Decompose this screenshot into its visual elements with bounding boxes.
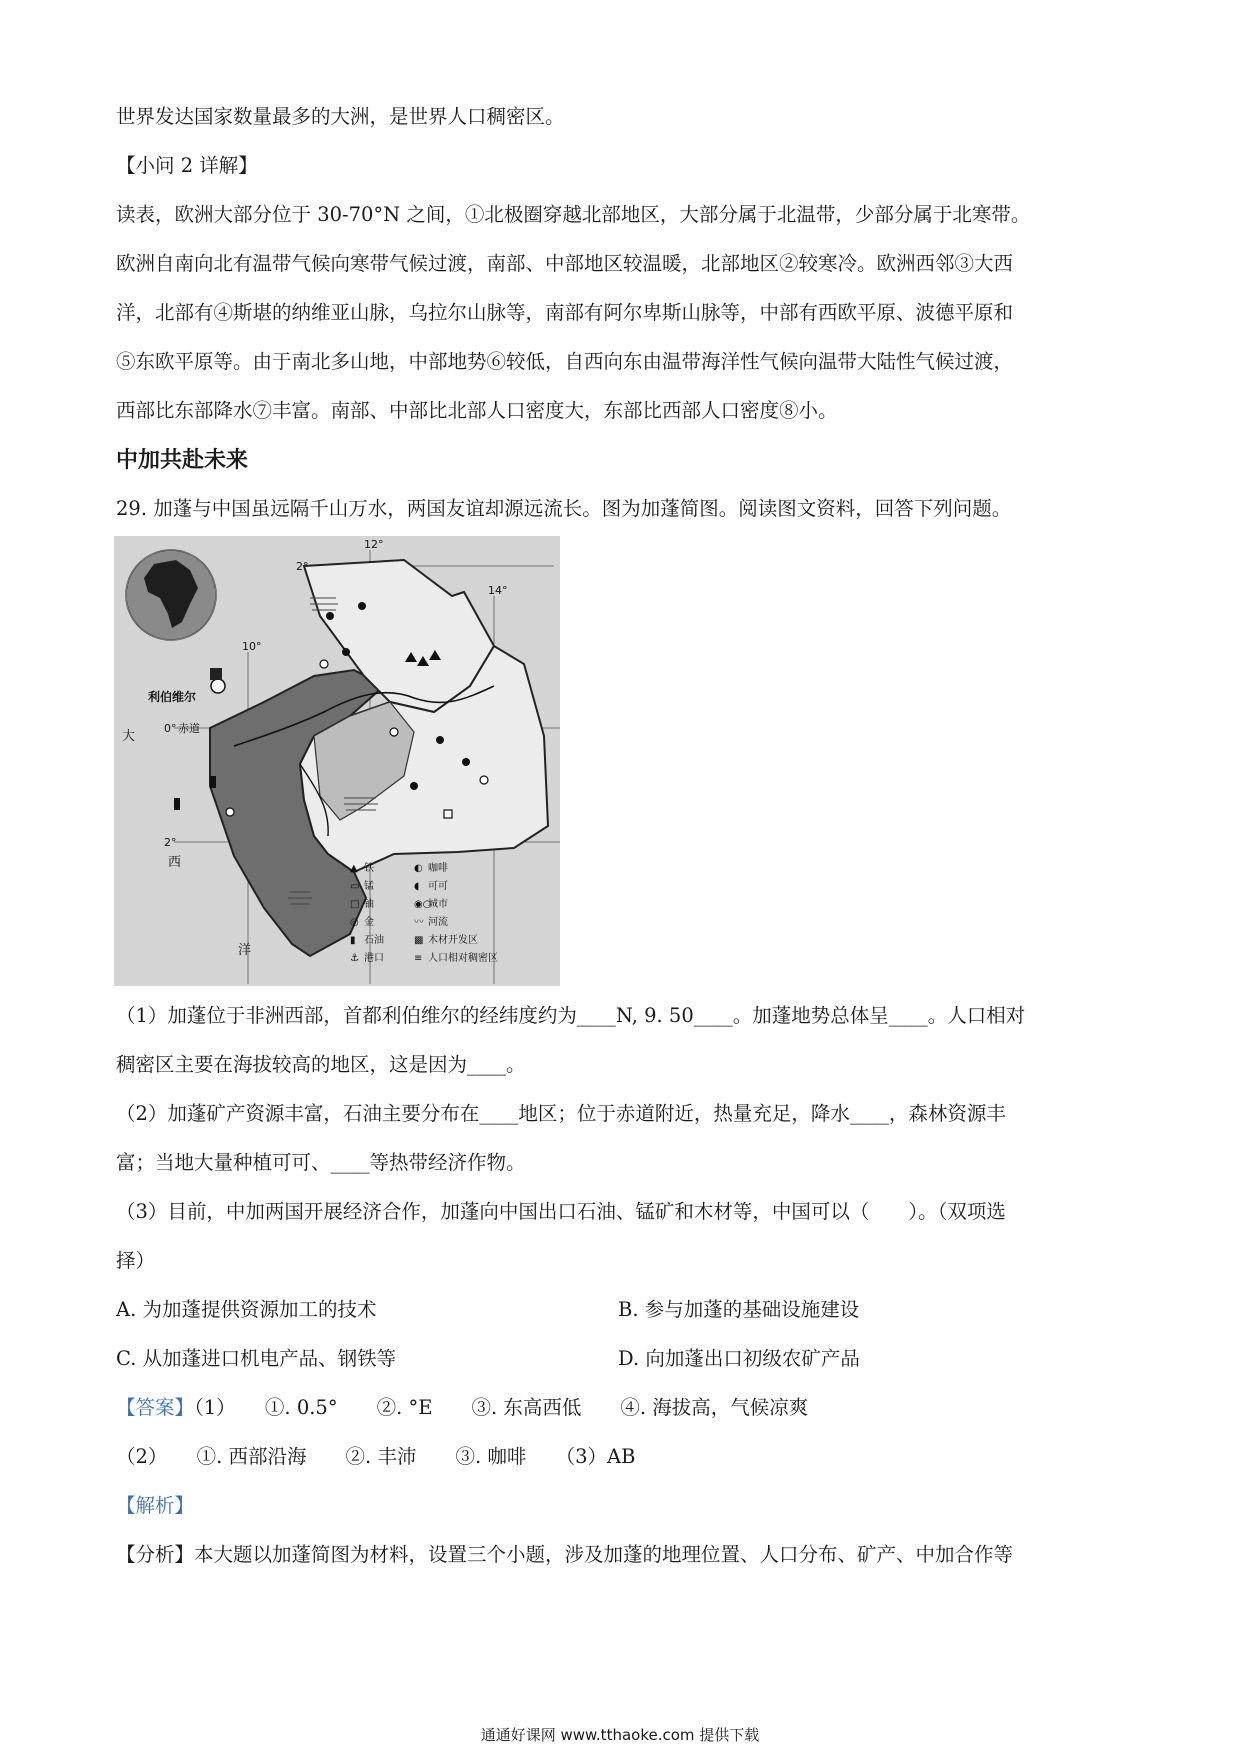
legend-symbol: ◖	[414, 881, 420, 892]
legend-symbol: ◐	[414, 863, 423, 874]
lon-12-label: 12°	[364, 538, 384, 551]
legend-symbol: ▲	[350, 863, 358, 874]
lat-2n-label: 2°	[296, 560, 309, 573]
legend-symbol: ⚓	[350, 953, 359, 964]
question-part-2: （2）加蓬矿产资源丰富，石油主要分布在____地区；位于赤道附近，热量充足，降水____，森林资源丰	[116, 1102, 1006, 1125]
gabon-map-svg	[114, 536, 560, 986]
text-line: ⑤东欧平原等。由于南北多山地，中部地势⑥较低，自西向东由温带海洋性气候向温带大陆性气候过渡，	[116, 350, 1014, 373]
legend-label: 城市	[428, 899, 448, 910]
legend-label: 铀	[364, 899, 374, 910]
option-c: C. 从加蓬进口机电产品、钢铁等	[116, 1347, 397, 1370]
option-b: B. 参与加蓬的基础设施建设	[618, 1298, 860, 1321]
section-title: 中加共赴未来	[116, 448, 249, 473]
option-d: D. 向加蓬出口初级农矿产品	[618, 1347, 860, 1370]
answer-tag: 【答案】	[116, 1396, 195, 1419]
answer-line-1	[116, 1396, 808, 1420]
legend-label: 咖啡	[428, 863, 448, 874]
legend-symbol: ▩	[414, 935, 424, 946]
legend-label: 木材开发区	[428, 935, 478, 946]
text-line: 西部比东部降水⑦丰富。南部、中部比北部人口密度大，东部比西部人口密度⑧小。	[116, 399, 838, 422]
analysis-tag: 【解析】	[116, 1494, 195, 1517]
legend-label: 锰	[364, 881, 374, 892]
question-part-2-cont: 富；当地大量种植可可、____等热带经济作物。	[116, 1151, 526, 1174]
legend-label: 河流	[428, 917, 448, 928]
legend-symbol: ◉○	[414, 899, 432, 910]
answer-line-2: （2） ①. 西部沿海 ②. 丰沛 ③. 咖啡 （3）AB	[116, 1445, 636, 1468]
lat-0-label: 0°	[164, 722, 177, 735]
text-line: 洋，北部有④斯堪的纳维亚山脉，乌拉尔山脉等，南部有阿尔卑斯山脉等，中部有西欧平原、波德平原和	[116, 301, 1014, 324]
legend-symbol: 〰	[414, 917, 424, 928]
legend-symbol: ≡	[414, 953, 423, 964]
legend-symbol: ◎	[350, 917, 359, 928]
lat-2s-label: 2°	[164, 836, 177, 849]
legend-symbol: ▮	[350, 935, 356, 946]
text-line: 世界发达国家数量最多的大洲，是世界人口稠密区。	[116, 105, 565, 128]
legend-symbol: □	[350, 899, 360, 910]
legend-label: 铁	[364, 863, 374, 874]
question-part-3-cont: 择）	[116, 1249, 156, 1272]
subsection-label: 【小问 2 详解】	[116, 154, 258, 177]
question-part-3: （3）目前，中加两国开展经济合作，加蓬向中国出口石油、锰矿和木材等，中国可以（ ）。（双项选	[116, 1200, 1006, 1223]
legend-label: 港口	[364, 953, 384, 964]
lon-14-label: 14°	[488, 584, 508, 597]
legend-label: 金	[364, 917, 374, 928]
legend-symbol: ▭	[350, 881, 360, 892]
legend-label: 可可	[428, 881, 448, 892]
text-line: 读表，欧洲大部分位于 30-70°N 之间，①北极圈穿越北部地区，大部分属于北温带，少部分属于北寒带。	[116, 203, 1031, 226]
answer-text-1: （1） ①. 0.5° ②. °E ③. 东高西低 ④. 海拔高，气候凉爽	[194, 1396, 809, 1419]
ocean-label-3: 洋	[238, 943, 252, 958]
globe-icon	[126, 550, 216, 640]
legend-label: 人口相对稠密区	[428, 953, 498, 964]
ocean-label-2: 西	[168, 855, 182, 870]
question-stem: 29. 加蓬与中国虽远隔千山万水，两国友谊却源远流长。图为加蓬简图。阅读图文资料，回答下列问题。	[116, 497, 1012, 520]
legend-label: 石油	[364, 935, 384, 946]
equator-label: 赤道	[178, 722, 200, 735]
question-part-1-cont: 稠密区主要在海拔较高的地区，这是因为____。	[116, 1053, 526, 1076]
ocean-label-1: 大	[122, 729, 136, 744]
analysis-text: 【分析】本大题以加蓬简图为材料，设置三个小题，涉及加蓬的地理位置、人口分布、矿产、中加合作等	[116, 1543, 1014, 1566]
lon-10-label: 10°	[242, 640, 262, 653]
capital-label: 利伯维尔	[148, 690, 197, 704]
option-a: A. 为加蓬提供资源加工的技术	[116, 1298, 377, 1321]
page-footer: 通通好课网 www.tthaoke.com 提供下载	[480, 1726, 760, 1744]
question-part-1: （1）加蓬位于非洲西部，首都利伯维尔的经纬度约为____N, 9. 50____。加蓬地势总体呈____。人口相对	[116, 1004, 1026, 1027]
gabon-map	[114, 536, 560, 986]
text-line: 欧洲自南向北有温带气候向寒带气候过渡，南部、中部地区较温暖，北部地区②较寒冷。欧洲西邻③大西	[116, 252, 1014, 275]
